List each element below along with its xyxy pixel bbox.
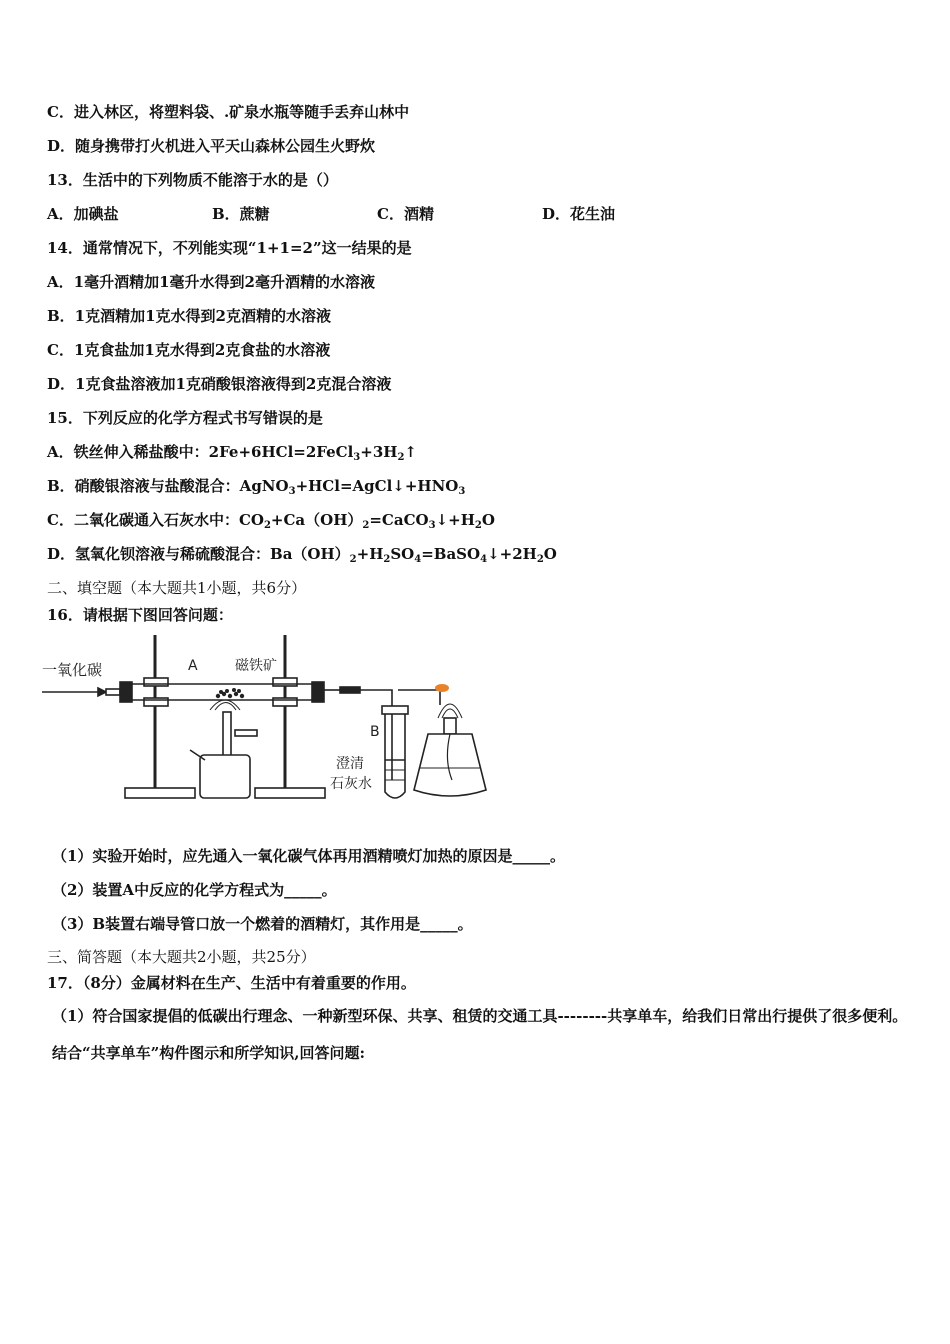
lamp-flame-inner: [442, 709, 458, 718]
q15-a-text: A．铁丝伸入稀盐酸中：2Fe+6HCl=2FeCl: [47, 443, 354, 461]
q16-part-3: （3）B装置右端导管口放一个燃着的酒精灯，其作用是_____。: [52, 915, 473, 933]
q15-d-text: D．氢氧化钡溶液与稀硫酸混合：Ba（OH）: [47, 545, 350, 563]
stand-base-left: [125, 788, 195, 798]
q15-c-text: =CaCO: [369, 511, 429, 529]
q15-option-a: [47, 442, 417, 468]
subscript: 3: [353, 452, 361, 463]
q16-part-1: （1）实验开始时，应先通入一氧化碳气体再用酒精喷灯加热的原因是_____。: [52, 847, 565, 865]
vent-tube: [398, 690, 440, 705]
q14-stem: 14．通常情况下，不列能实现“1+1=2”这一结果的是: [47, 239, 412, 257]
subscript: 3: [428, 520, 436, 531]
section-heading-short-answer: 三、简答题（本大题共2小题，共25分）: [47, 948, 316, 966]
subscript: 4: [414, 554, 422, 565]
stopper-left: [120, 682, 132, 702]
q14-option-b: B．1克酒精加1克水得到2克酒精的水溶液: [47, 307, 331, 325]
q15-stem: 15．下列反应的化学方程式书写错误的是: [47, 409, 323, 427]
q13-option-b: B．蔗糖: [212, 205, 270, 223]
alcohol-lamp: [414, 734, 486, 796]
q14-option-d: D．1克食盐溶液加1克硝酸银溶液得到2克混合溶液: [47, 375, 392, 393]
burner-valve: [235, 730, 257, 736]
lamp-flame-outer: [438, 704, 462, 718]
subscript: 2: [349, 554, 357, 565]
q15-c-text: ↓+H: [435, 511, 475, 529]
subscript: 4: [480, 554, 488, 565]
test-tube-stopper: [382, 706, 408, 714]
co-reduction-apparatus-diagram: [40, 630, 520, 810]
subscript: 2: [397, 452, 405, 463]
q15-d-text: ↓+2H: [487, 545, 537, 563]
q14-option-c: C．1克食盐加1克水得到2克食盐的水溶液: [47, 341, 331, 359]
inlet-tube: [106, 689, 120, 695]
q15-d-text: SO: [390, 545, 415, 563]
q12-option-c: C．进入林区，将塑料袋、.矿泉水瓶等随手丢弃山林中: [47, 103, 410, 121]
q13-stem: 13．生活中的下列物质不能溶于水的是（）: [47, 171, 338, 189]
subscript: 2: [474, 520, 482, 531]
q14-option-a: A．1毫升酒精加1毫升水得到2毫升酒精的水溶液: [47, 273, 375, 291]
arrow-icon: [98, 688, 106, 696]
q15-c-text: O: [481, 511, 495, 529]
rubber-connector: [340, 687, 360, 693]
label-a: A: [188, 658, 198, 674]
q17-stem: 17．（8分）金属材料在生产、生活中有着重要的作用。: [47, 974, 416, 992]
q13-option-d: D．花生油: [542, 205, 616, 223]
subscript: 3: [458, 486, 466, 497]
label-limewater-1: 澄清: [336, 756, 364, 772]
q15-c-text: +Ca（OH）: [270, 511, 363, 529]
q13-option-a: A．加碘盐: [47, 205, 119, 223]
q12-option-d: D．随身携带打火机进入平天山森林公园生火野炊: [47, 137, 376, 155]
q15-b-text: +HCl=AgCl↓+HNO: [295, 477, 459, 495]
q13-option-c: C．酒精: [377, 205, 434, 223]
label-carbon-monoxide: 一氧化碳: [42, 661, 103, 679]
magnetite-sample: [216, 688, 244, 698]
q15-d-text: +H: [356, 545, 384, 563]
q15-d-text: O: [543, 545, 557, 563]
q15-b-text: B．硝酸银溶液与盐酸混合：AgNO: [47, 477, 289, 495]
q16-part-2: （2）装置A中反应的化学方程式为_____。: [52, 881, 337, 899]
label-b: B: [370, 724, 380, 740]
label-limewater-2: 石灰水: [330, 776, 372, 792]
subscript: 2: [362, 520, 370, 531]
q15-option-b: [47, 476, 465, 502]
label-magnetite: 磁铁矿: [235, 658, 277, 674]
stopper-right: [312, 682, 324, 702]
q15-a-text: ↑: [404, 443, 417, 461]
subscript: 3: [288, 486, 296, 497]
lamp-neck: [444, 718, 456, 734]
burning-flame-icon: [435, 684, 449, 692]
spray-flame-inner: [215, 703, 236, 711]
burner-tank: [200, 755, 250, 798]
subscript: 2: [383, 554, 391, 565]
stand-base-right: [255, 788, 325, 798]
q15-a-text: +3H: [360, 443, 398, 461]
q17-part-1: （1）符合国家提倡的低碳出行理念、一种新型环保、共享、租赁的交通工具--------共享单车，给我们日常出行提供了很多便利。结合“共享单车”构件图示和所学知识,回答问题:: [52, 1007, 908, 1062]
q16-stem: 16．请根据下图回答问题：: [47, 606, 233, 624]
q15-c-text: C．二氧化碳通入石灰水中：CO: [47, 511, 264, 529]
test-tube: [385, 714, 405, 798]
q15-d-text: =BaSO: [421, 545, 481, 563]
q15-option-c: [47, 510, 495, 536]
q15-option-d: [47, 544, 557, 570]
subscript: 2: [536, 554, 544, 565]
section-heading-fill-in: 二、填空题（本大题共1小题，共6分）: [47, 579, 307, 597]
burner-column: [223, 712, 231, 757]
subscript: 2: [263, 520, 271, 531]
